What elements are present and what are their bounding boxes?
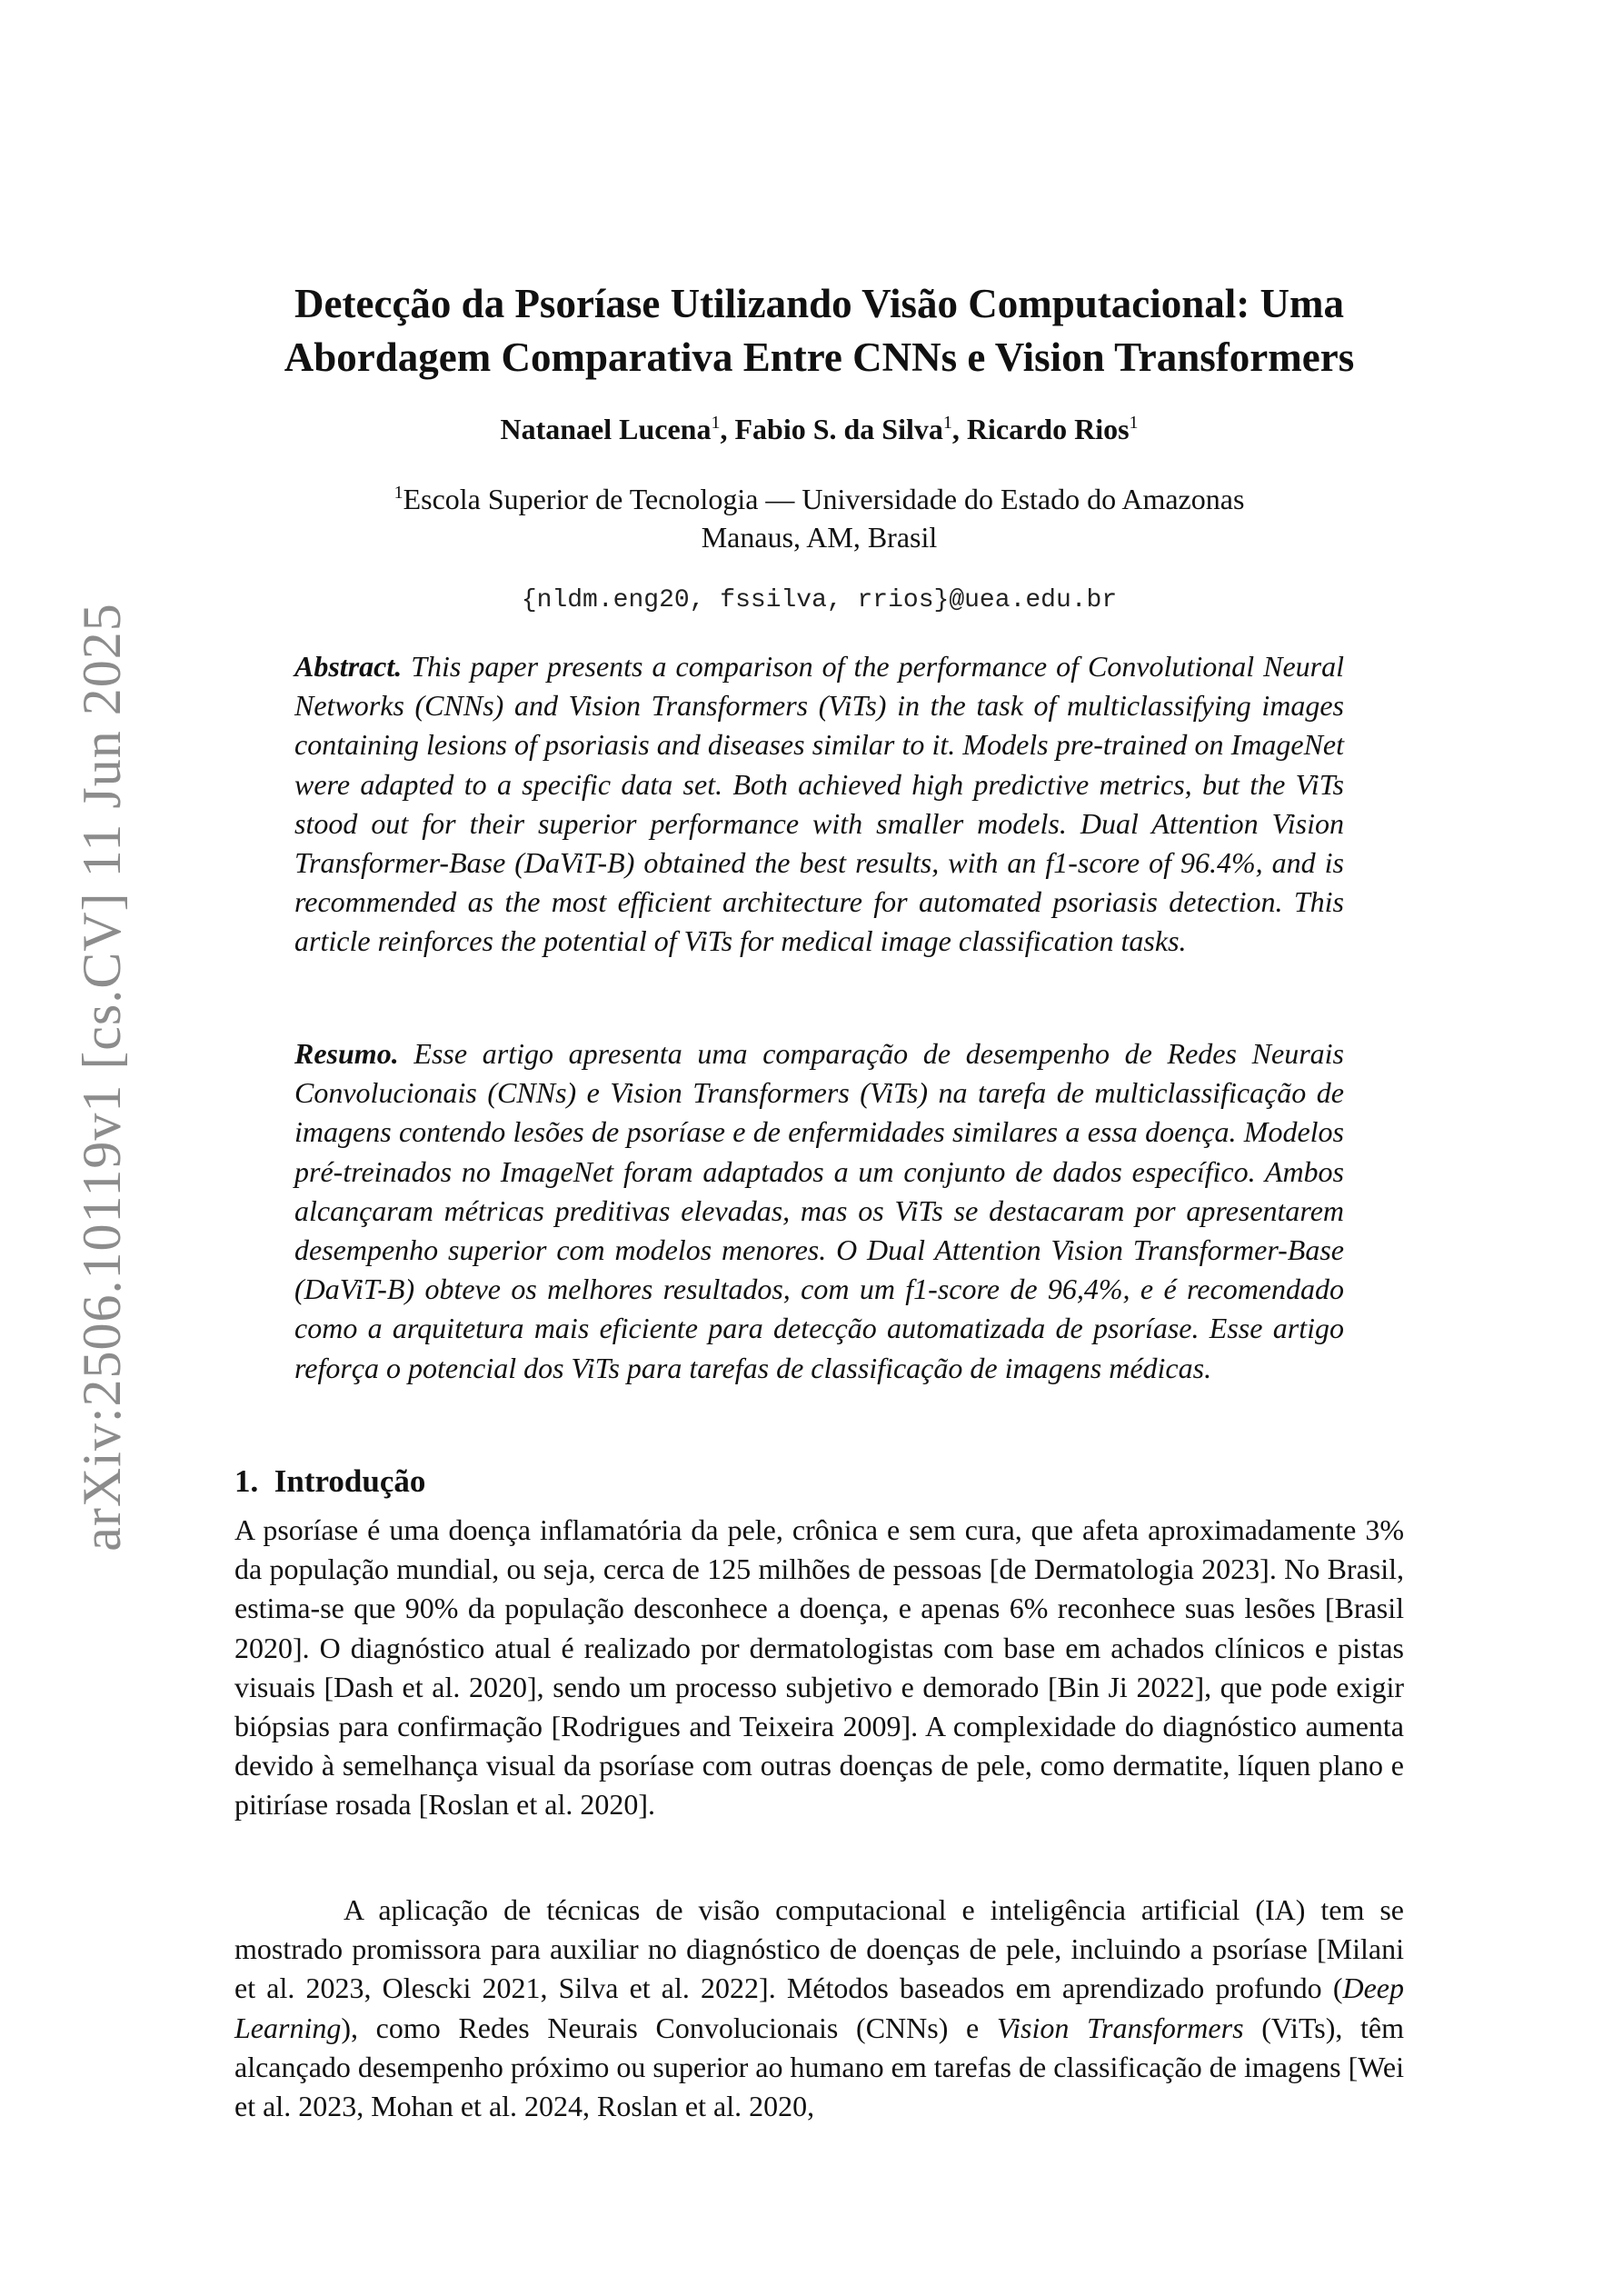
- arxiv-identifier-stamp: arXiv:2506.10119v1 [cs.CV] 11 Jun 2025: [72, 603, 132, 1552]
- author-name: Fabio S. da Silva: [734, 413, 943, 445]
- author-name: Ricardo Rios: [966, 413, 1130, 445]
- author-affiliation-mark: 1: [1129, 413, 1139, 433]
- abstract-text: This paper presents a comparison of the performance of Convolutional Neural Networks (CNNs) and Vision Transformers (ViTs) in the task of multiclassifying images containing lesions of psoriasis and diseases similar to it. Models pre-trained on ImageNet were adapted to a specific data set. Both achieved high predictive metrics, but the ViTs stood out for their superior performance with smaller models. Dual Attention Vision Transformer-Base (DaViT-B) obtained the best results, with an f1-score of 96.4%, and is recommended as the most efficient architecture for automated psoriasis detection. This article reinforces the potential of ViTs for medical image classification tasks.: [294, 650, 1344, 958]
- author-emails: {nldm.eng20, fssilva, rrios}@uea.edu.br: [521, 586, 1118, 614]
- author-affiliation-mark: 1: [711, 413, 721, 433]
- abstract-label: Abstract.: [294, 650, 403, 683]
- paper-title: [234, 277, 1404, 384]
- title-line-2: Abordagem Comparativa Entre CNNs e Vision Transformers: [284, 334, 1355, 380]
- author-affiliation-mark: 1: [942, 413, 952, 433]
- resumo-label: Resumo.: [294, 1037, 399, 1070]
- affiliation-line-2: Manaus, AM, Brasil: [701, 521, 938, 554]
- affiliation-line-1: Escola Superior de Tecnologia — Universidade do Estado do Amazonas: [403, 483, 1245, 515]
- paragraph-text: A aplicação de técnicas de visão computacional e inteligência artificial (IA) tem se mostrado promissora para auxiliar no diagnóstico de doenças de pele, incluindo a psoríase [Milani et al. 2023, Olescki 2021, Silva et al. 2022]. Métodos baseados em aprendizado profundo (: [234, 1893, 1404, 2005]
- introduction-paragraph-2: [234, 1891, 1404, 2126]
- author-list: Natanael Lucena$^1$, Fabio S. da Silva$^1$, Ricardo Rios$^1$: [500, 413, 1139, 445]
- resumo-text: Esse artigo apresenta uma comparação de desempenho de Redes Neurais Convolucionais (CNNs) e Vision Transformers (ViTs) na tarefa de multiclassificação de imagens contendo lesões de psoríase e de enfermidades similares a essa doença. Modelos pré-treinados no ImageNet foram adaptados a um conjunto de dados específico. Ambos alcançaram métricas preditivas elevadas, mas os ViTs se destacaram por apresentarem desempenho superior com modelos menores. O Dual Attention Vision Transformer-Base (DaViT-B) obteve os melhores resultados, com um f1-score de 96,4%, e é recomendado como a arquitetura mais eficiente para detecção automatizada de psoríase. Esse artigo reforça o potencial dos ViTs para tarefas de classificação de imagens médicas.: [294, 1037, 1345, 1384]
- paragraph-text: (ViTs), têm alcançado desempenho próximo ou superior ao humano em tarefas de classificação de imagens [Wei et al. 2023, Mohan et al. 2024, Roslan et al. 2020,: [234, 2011, 1405, 2123]
- emphasized-term: Vision Transformers: [996, 2011, 1244, 2044]
- affiliation: [234, 480, 1404, 556]
- introduction-paragraph-1: A psoríase é uma doença inflamatória da pele, crônica e sem cura, que afeta aproximadamente 3% da população mundial, ou seja, cerca de 125 milhões de pessoas [de Dermatologia 2023]. No Brasil, estima-se que 90% da população desconhece a doença, e apenas 6% reconhece suas lesões [Brasil 2020]. O diagnóstico atual é realizado por dermatologistas com base em achados clínicos e pistas visuais [Dash et al. 2020], sendo um processo subjetivo e demorado [Bin Ji 2022], que pode exigir biópsias para confirmação [Rodrigues and Teixeira 2009]. A complexidade do diagnóstico aumenta devido à semelhança visual da psoríase com outras doenças de pele, como dermatite, líquen plano e pitiríase rosada [Roslan et al. 2020].: [234, 1513, 1404, 1822]
- section-heading-introduction: [234, 1463, 425, 1500]
- author-name: Natanael Lucena: [500, 413, 712, 445]
- section-title: Introdução: [274, 1463, 426, 1499]
- abstract-portuguese: [294, 1034, 1344, 1388]
- abstract-english: [294, 647, 1344, 962]
- emphasized-term: Deep Learning: [234, 1972, 1404, 2044]
- paragraph-text: ), como Redes Neurais Convolucionais (CNNs) e: [341, 2011, 997, 2044]
- section-number: 1.: [234, 1463, 259, 1499]
- title-line-1: Detecção da Psoríase Utilizando Visão Computacional: Uma: [294, 281, 1344, 326]
- affiliation-mark: 1: [393, 483, 403, 503]
